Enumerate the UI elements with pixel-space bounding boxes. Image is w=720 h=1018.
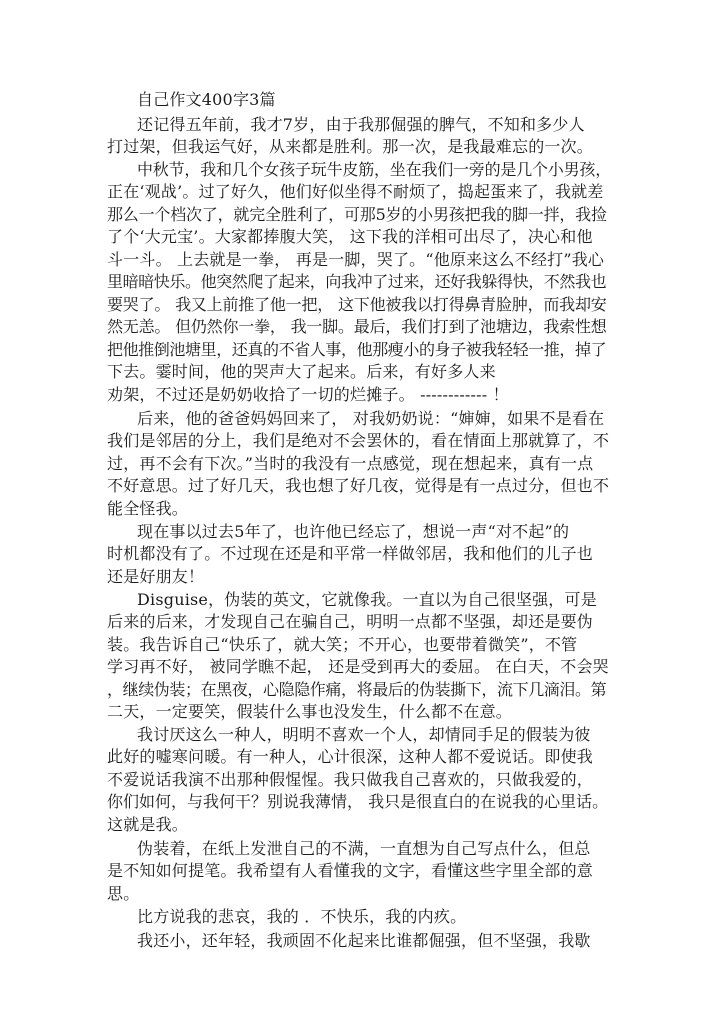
- text-line: 不爱说话我演不出那种假惺惺。我只做我自己喜欢的，只做我爱的，: [107, 770, 594, 789]
- text-line: 伪装着，在纸上发泄自己的不满，一直想为自己写点什么，但总: [137, 839, 591, 858]
- text-line: 学习再不好， 被同学瞧不起， 还是受到再大的委屈。 在白天，不会哭: [107, 657, 609, 676]
- text-line: 那么一个档次了，就完全胜利了，可那5岁的小男孩把我的脚一拌，我捡: [107, 205, 607, 224]
- text-line: 现在事以过去5年了，也许他已经忘了，想说一声“对不起”的: [137, 522, 570, 541]
- text-line: 你们如何，与我何干？别说我薄情， 我只是很直白的在说我的心里话。: [107, 792, 609, 811]
- text-line: 我们是邻居的分上，我们是绝对不会罢休的，看在情面上那就算了，不: [107, 431, 610, 450]
- text-line: 装。我告诉自己“快乐了，就大笑；不开心，也要带着微笑”，不管: [107, 635, 578, 654]
- text-line: 了个‘大元宝’。大家都捧腹大笑， 这下我的洋相可出尽了，决心和他: [107, 227, 593, 246]
- text-line: 打过架，但我运气好，从来都是胜利。那一次，是我最难忘的一次。: [107, 137, 594, 156]
- text-line: 劝架，不过还是奶奶收拾了一切的烂摊子。 ------------ ！: [107, 385, 509, 404]
- text-line: ，继续伪装；在黑夜，心隐隐作痛，将最后的伪装撕下，流下几滴泪。第: [107, 680, 607, 699]
- text-line: 这就是我。: [107, 815, 189, 834]
- text-line: 后来，他的爸爸妈妈回来了， 对我奶奶说：“婶婶，如果不是看在: [137, 409, 605, 428]
- text-line: 比方说我的悲哀，我的 ．不快乐，我的内疚。: [137, 907, 467, 926]
- text-line: Disguise，伪装的英文，它就像我。一直以为自己很坚强，可是: [137, 590, 597, 609]
- text-line: 斗一斗。 上去就是一拳， 再是一脚，哭了。“他原来这么不经打”我心: [107, 250, 605, 269]
- text-line: 思。: [107, 884, 140, 903]
- text-line: 不好意思。过了好几天，我也想了好几夜，觉得是有一点过分，但也不: [107, 476, 610, 495]
- text-line: 能全怪我。: [107, 499, 189, 518]
- text-line: 里暗暗快乐。他突然爬了起来，向我冲了过来，还好我躲得快，不然我也: [107, 272, 607, 291]
- text-line: 然无恙。 但仍然你一拳， 我一脚。最后，我们打到了池塘边，我索性想: [107, 317, 607, 336]
- text-line: 后来的后来，才发现自己在骗自己，明明一点都不坚强，却还是要伪: [107, 612, 594, 631]
- text-line: 我讨厌这么一种人，明明不喜欢一个人，却情同手足的假装为彼: [137, 725, 591, 744]
- text-line: 时机都没有了。不过现在还是和平常一样做邻居，我和他们的儿子也: [107, 544, 594, 563]
- document-title: 自己作文400字3篇: [137, 90, 276, 109]
- text-line: 此好的嘘寒问暖。有一种人，心计很深，这种人都不爱说话。即使我: [107, 747, 594, 766]
- text-line: 中秋节，我和几个女孩子玩牛皮筋，坐在我们一旁的是几个小男孩，: [137, 160, 612, 179]
- text-line: 二天，一定要笑，假装什么事也没发生，什么都不在意。: [107, 702, 513, 721]
- text-line: 正在‘观战’。过了好久，他们好似坐得不耐烦了，捣起蛋来了，我就差: [107, 182, 604, 201]
- text-line: 要哭了。 我又上前推了他一把， 这下他被我以打得鼻青脸肿，而我却安: [107, 295, 607, 314]
- text-line: 我还小，还年轻，我顽固不化起来比谁都倔强，但不坚强，我歇: [137, 931, 591, 950]
- text-line: 还是好朋友！: [107, 567, 205, 586]
- text-line: 过，再不会有下次。”当时的我没有一点感觉，现在想起来，真有一点: [107, 454, 594, 473]
- text-line: 把他推倒池塘里，还真的不省人事，他那瘦小的身子被我轻轻一推，掉了: [107, 340, 607, 359]
- text-line: 下去。霎时间，他的哭声大了起来。后来，有好多人来: [107, 362, 496, 381]
- text-line: 是不知如何提笔。我希望有人看懂我的文字，看懂这些字里全部的意: [107, 861, 594, 880]
- text-line: 还记得五年前，我才7岁，由于我那倔强的脾气，不知和多少人: [137, 115, 585, 134]
